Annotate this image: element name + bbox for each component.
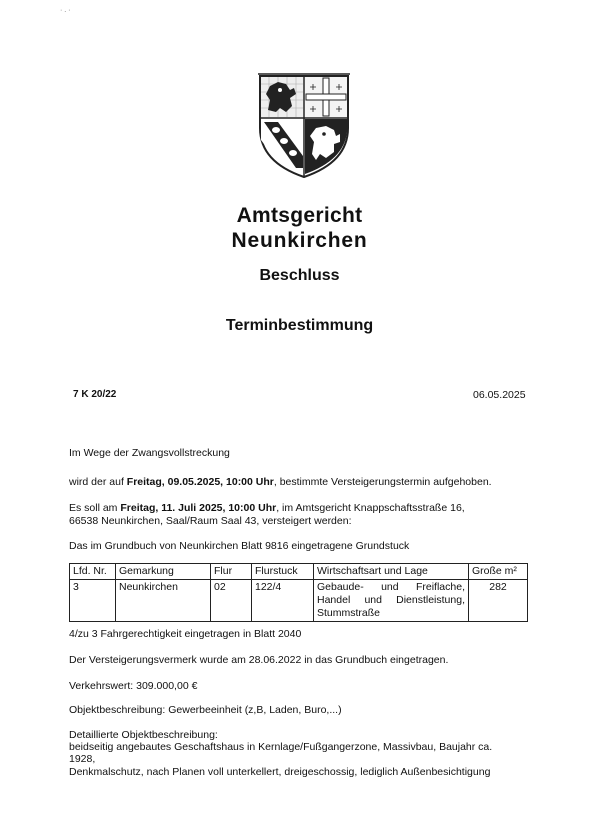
detail-label: Detaillierte Objektbeschreibung: [69,729,218,741]
cell-groesse: 282 [469,580,528,622]
court-name-line2: Neunkirchen [231,229,368,252]
header-flur: Flur [211,564,252,580]
cell-lfd: 3 [70,580,116,622]
header-groesse: Große m² [469,564,528,580]
document-date: 06.05.2025 [473,389,526,401]
detail-line3: Denkmalschutz, nach Planen voll unterkellert, dreigeschossig, lediglich Außenbesichtigung [69,766,491,778]
grundbuch-text: Das im Grundbuch von Neunkirchen Blatt 9816 eingetragene Grundstuck [69,540,410,552]
header-gemarkung: Gemarkung [116,564,211,580]
new-date-value: Freitag, 11. Juli 2025, 10:00 Uhr [120,502,277,514]
cancellation-suffix: , bestimmte Versteigerungstermin aufgehoben. [273,476,492,488]
scan-artifact: · . · [60,7,71,14]
detail-line1: beidseitig angebautes Geschaftshaus in Kernlage/Fußgangerzone, Massivbau, Baujahr ca. [69,741,493,753]
fahrrecht-text: 4/zu 3 Fahrgerechtigkeit eingetragen in Blatt 2040 [69,628,302,640]
document-type: Beschluss [259,267,340,284]
saarland-coat-of-arms-icon [256,70,352,180]
cell-gemarkung: Neunkirchen [116,580,211,622]
intro-text: Im Wege der Zwangsvollstreckung [69,447,230,459]
header-wirtschaft: Wirtschaftsart und Lage [314,564,469,580]
objekt-text: Objektbeschreibung: Gewerbeeinheit (z,B, Laden, Buro,...) [69,704,342,716]
new-date-location: 66538 Neunkirchen, Saal/Raum Saal 43, versteigert werden: [69,515,352,527]
verkehrswert-text: Verkehrswert: 309.000,00 € [69,680,198,692]
court-name-line1: Amtsgericht [236,204,363,227]
cell-flur: 02 [211,580,252,622]
vermerk-text: Der Versteigerungsvermerk wurde am 28.06.2022 in das Grundbuch eingetragen. [69,654,449,666]
new-date-suffix: , im Amtsgericht Knappschaftsstraße 16, [276,502,465,514]
table-row [70,580,528,622]
new-date-prefix: Es soll am [69,502,121,514]
cell-flurstuck: 122/4 [252,580,314,622]
table-header-row [70,564,528,580]
header-flurstuck: Flurstuck [252,564,314,580]
cancellation-text [69,476,492,489]
header-lfd: Lfd. Nr. [70,564,116,580]
cancellation-date: Freitag, 09.05.2025, 10:00 Uhr [126,476,274,488]
cancellation-prefix: wird der auf [69,476,127,488]
document-title: Terminbestimmung [225,317,374,334]
aktenzeichen: 7 K 20/22 [73,389,117,400]
property-table [69,563,528,622]
detail-line2: 1928, [69,753,96,765]
new-date-text [69,502,465,515]
cell-wirtschaft: Gebaude- und Freiflache, Handel und Dienstleistung, Stummstraße [314,580,469,622]
